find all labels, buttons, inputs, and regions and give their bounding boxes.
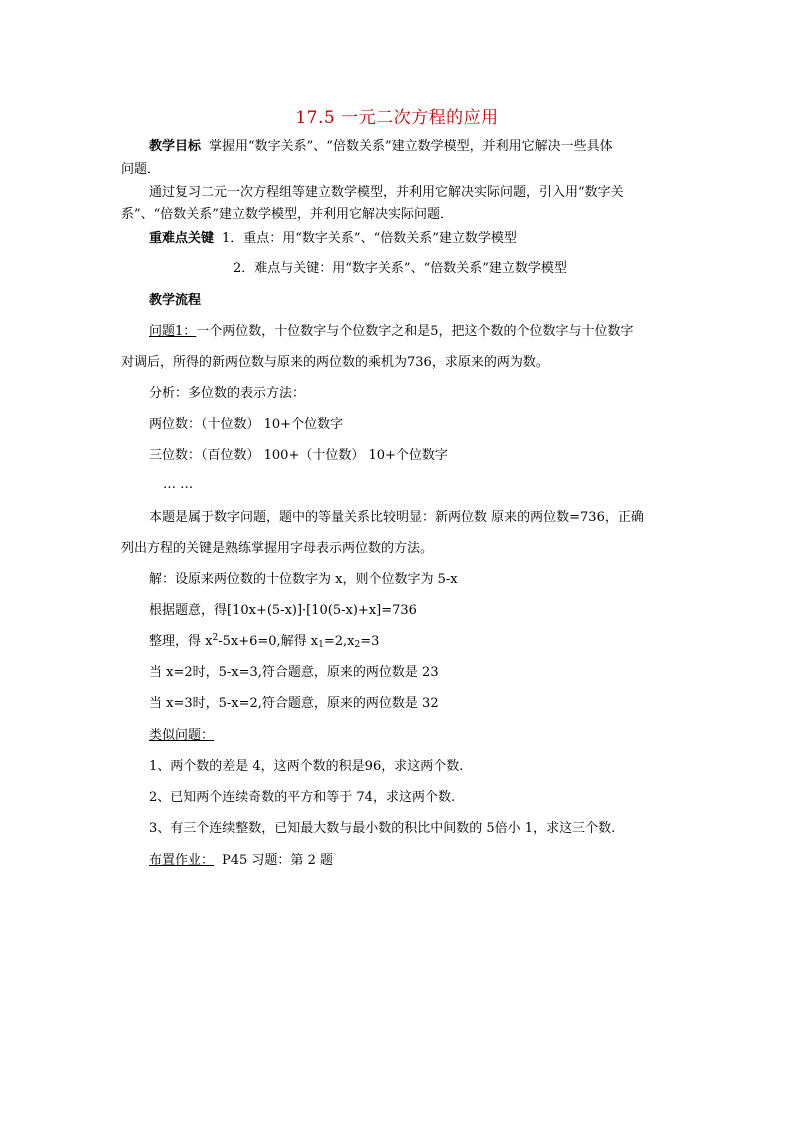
subscript-2: 2	[354, 640, 361, 650]
key-points-line-1	[149, 230, 709, 248]
three-digit-representation: 三位数：（百位数） 100+（十位数） 10+个位数字	[149, 448, 448, 463]
process-label: 教学流程	[149, 293, 202, 308]
document-title: 17.5 一元二次方程的应用	[295, 108, 499, 128]
similar-problems-label: 类似问题：	[149, 728, 215, 743]
solution-line-2: 根据题意，得[10x+(5-x)]·[10(5-x)+x]=736	[149, 603, 417, 618]
problem1-label: 问题1：	[149, 324, 197, 339]
square-superscript: 2	[212, 633, 219, 643]
key-point-2: 2．难点与关键：用“数字关系”、“倍数关系”建立数学模型	[233, 261, 567, 276]
key-points-label: 重难点关键	[149, 231, 215, 246]
objectives-line-2: 问题．	[121, 162, 161, 177]
objectives-text-1: 掌握用“数字关系”、“倍数关系”建立数学模型，并利用它解决一些具体	[209, 139, 613, 154]
key-point-1: 1．重点：用“数字关系”、“倍数关系”建立数学模型	[222, 231, 517, 246]
analysis: 分析：多位数的表示方法：	[149, 386, 306, 401]
objectives-line-4: 系”、“倍数关系”建立数学模型，并利用它解决实际问题．	[121, 207, 453, 222]
solution-line-3-part-c: =2,x	[323, 634, 355, 649]
problem1-text-1: 一个两位数，十位数字与个位数字之和是5，把这个数的个位数字与十位数字	[196, 324, 634, 339]
similar-question-1: 1、两个数的差是 4，这两个数的积是96，求这两个数.	[149, 759, 464, 774]
solution-line-3-part-b: -5x+6=0,解得 x	[218, 634, 319, 649]
similar-question-3: 3、有三个连续整数，已知最大数与最小数的积比中间数的 5倍小 1，求这三个数.	[149, 821, 616, 836]
subscript-1: 1	[318, 640, 324, 650]
solution-line-4: 当 x=2时，5-x=3,符合题意，原来的两位数是 23	[149, 665, 439, 680]
objectives-line-1	[149, 138, 709, 156]
solution-line-1: 解：设原来两位数的十位数字为 x，则个位数字为 5-x	[149, 572, 458, 587]
remark-line-2: 列出方程的关键是熟练掌握用字母表示两位数的方法。	[121, 541, 434, 556]
solution-line-3	[149, 633, 709, 651]
objectives-line-3: 通过复习二元一次方程组等建立数学模型，并利用它解决实际问题，引入用“数字关	[149, 185, 624, 200]
problem1-line-2: 对调后，所得的新两位数与原来的两位数的乘机为736，求原来的两为数。	[121, 355, 549, 370]
objectives-label: 教学目标	[149, 139, 202, 154]
solution-line-3-part-d: =3	[360, 634, 380, 649]
solution-line-5: 当 x=3时，5-x=2,符合题意，原来的两位数是 32	[149, 696, 439, 711]
solution-line-3-part-a: 整理，得 x	[149, 634, 213, 649]
problem1-line-1	[149, 323, 709, 341]
ellipsis: … …	[163, 477, 194, 492]
two-digit-representation: 两位数：（十位数） 10+个位数字	[149, 417, 344, 432]
homework-label: 布置作业：	[149, 853, 215, 868]
similar-question-2: 2、已知两个连续奇数的平方和等于 74，求这两个数.	[149, 790, 456, 805]
remark-line-1: 本题是属于数字问题，题中的等量关系比较明显：新两位数 原来的两位数=736，正确	[149, 510, 644, 525]
homework-line	[149, 852, 709, 870]
homework-text: P45 习题：第 2 题	[222, 853, 333, 868]
